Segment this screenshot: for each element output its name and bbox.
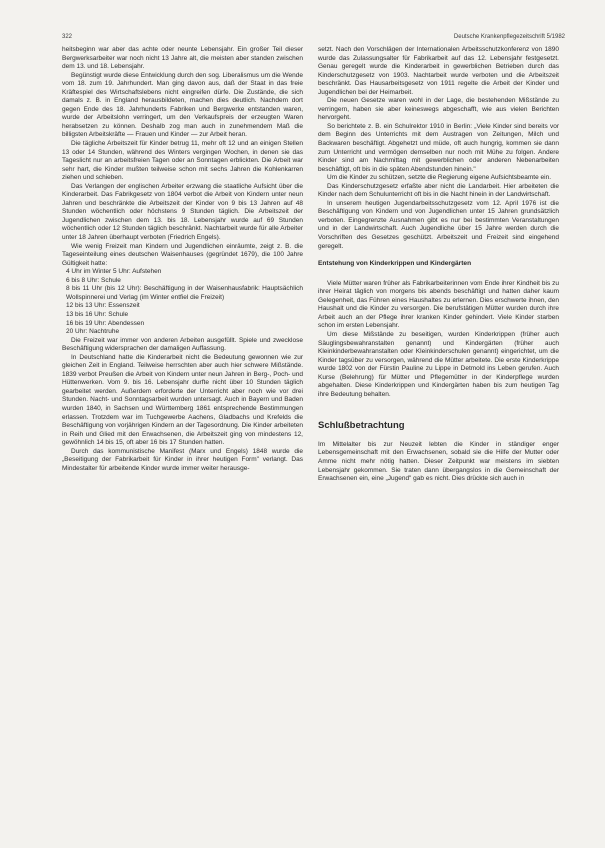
right-column [318, 46, 559, 484]
paragraph: Die Freizeit war immer von anderen Arbeiten ausgefüllt. Spiele und zwecklose Beschäftigung widersprachen der damaligen Auffassung. [62, 336, 303, 353]
paragraph: Wie wenig Freizeit man Kindern und Jugendlichen einräumte, zeigt z. B. die Tageseinteilung eines deutschen Waisenhauses (gegründet 1679), die 100 Jahre Gültigkeit hatte: [62, 242, 303, 267]
paragraph: So berichtete z. B. ein Schulrektor 1910 in Berlin: „Viele Kinder sind bereits vor dem Beginn des Unterrichts mit dem Austragen von Zeitungen, Milch und Backwaren beschäftigt. Abgehetzt und müde, oft auch hungrig, kommen sie dann zum Unterricht und vermögen demselben nur noch mit Mühe zu folgen. Andere Kinder sind am Nachmittag mit gewerblichen oder anderen Nebenarbeiten beschäftigt, oft bis in die späten Abendstunden hinein." [318, 122, 559, 173]
schedule-item: 4 Uhr im Winter 5 Uhr: Aufstehen [66, 268, 162, 276]
paragraph: Die tägliche Arbeitszeit für Kinder betrug 11, mehr oft 12 und an einigen Stellen 13 oder 14 Stunden, während des Winters vergingen Wochen, in denen sie das Tageslicht nur an arbeitsfreien Tagen oder an Sonntagen erblickten. Die Arbeit war sehr hart, die Kinder mußten teilweise schon mit sechs Jahren die Kohlenkarren ziehen und schieben. [62, 140, 303, 182]
section-subheading: Entstehung von Kinderkrippen und Kindergärten [318, 260, 472, 268]
orphanage-schedule [62, 268, 303, 336]
paragraph: heitsbeginn war aber das achte oder neunte Lebensjahr. Ein großer Teil dieser Bergwerksarbeiter war noch nicht 13 Jahre alt, die meisten aber standen zwischen dem 13. und 18. Lebensjahr. [62, 46, 303, 71]
journal-title: Deutsche Krankenpflegezeitschrift 5/1982 [453, 34, 565, 40]
paragraph: setzt. Nach den Vorschlägen der Internationalen Arbeitsschutzkonferenz von 1890 wurde das Zulassungsalter für Fabrikarbeit auf das 12. Lebensjahr festgesetzt. Genau geregelt wurde die Kinderarbeit in gewerblichen Betrieben durch das Kinderschutzgesetz von 1903. Nachtarbeit wurde verboten und die Arbeitszeit beschränkt. Das Hausarbeitsgesetz von 1911 regelte die Arbeit der Kinder und Jugendlichen bei der Heimarbeit. [318, 46, 559, 96]
paragraph: Viele Mütter waren früher als Fabrikarbeiterinnen vom Ende ihrer Kindheit bis zu ihrer Heirat täglich von morgens bis abends beschäftigt und hatten daher kaum Gelegenheit, das Führen eines Haushaltes zu erlernen. Dies erschwerte ihnen, den Haushalt und die Kinder zu versorgen. Die berufstätigen Mütter wurden durch ihre Arbeit auch an der Pflege ihrer kranken Kinder gehindert. Viele Kinder starben schon im ersten Lebensjahr. [318, 279, 559, 330]
schedule-item: 16 bis 19 Uhr: Abendessen [66, 319, 145, 327]
paragraph: Das Verlangen der englischen Arbeiter erzwang die staatliche Aufsicht über die Kinderarbeit. Das Fabrikgesetz von 1804 verbot die Arbeit von Kindern unter neun Jahren und beschränkte die Arbeitszeit der Kinder von 9 bis 13 Jahren auf 48 Stunden wöchentlich oder höchstens 9 Stunden täglich. Die Arbeitszeit der Jugendlichen zwischen dem 13. bis 18. Lebensjahr wurde auf 69 Stunden wöchentlich oder 12 Stunden täglich beschränkt. Nachtarbeit wurde für alle Arbeiter unter 18 Jahren überhaupt verboten (Friedrich Engels). [62, 182, 303, 242]
paragraph: Im Mittelalter bis zur Neuzeit lebten die Kinder in ständiger enger Lebensgemeinschaft mit den Erwachsenen, sobald sie die Hilfe der Mutter oder Amme nicht mehr nötig hatten. Dieser Zeitpunkt war meistens im siebten Lebensjahr gekommen. Sie traten dann übergangslos in die Gemeinschaft der Erwachsenen ein, eine „Jugend" gab es nicht. Dies drückte sich auch in [318, 440, 559, 483]
schedule-item: 12 bis 13 Uhr: Essenszeit [66, 302, 140, 310]
paragraph: Durch das kommunistische Manifest (Marx und Engels) 1848 wurde die „Beseitigung der Fabrikarbeit für Kinder in ihrer heutigen Form" verlangt. Das Mindestalter für arbeitende Kinder wurde immer weiter herausge- [62, 447, 303, 472]
schedule-item: 20 Uhr: Nachtruhe [66, 328, 120, 336]
page-header [62, 31, 565, 43]
page-number: 322 [62, 34, 73, 40]
paragraph: Um diese Mißstände zu beseitigen, wurden Kinderkrippen (früher auch Säuglingsbewahranstalten genannt) und Kindergärten (früher auch Kleinkinderbewahranstalten oder Kleinkinderschulen genannt) eingerichtet, um die Kinder tagsüber zu versorgen, während die Mütter arbeitete. Die erste Kinderkrippe wurde 1802 von der Fürstin Pauline zu Lippe in Detmold ins Leben gerufen. Auch Kurse (Belehrung) für Mütter und Pflegemütter in der Kinderpflege wurden abgehalten. Diese Kinderkrippen und Kindergärten haben bis zum heutigen Tag ihre Bedeutung behalten. [318, 330, 559, 398]
schedule-item: 13 bis 16 Uhr: Schule [66, 310, 129, 318]
paragraph: In unserem heutigen Jugendarbeitsschutzgesetz vom 12. April 1976 ist die Beschäftigung von Kindern und von Jugendlichen unter 15 Jahren grundsätzlich verboten. Eingegrenzte Ausnahmen gibt es nur bei bestimmten Veranstaltungen und in der Landwirtschaft. Auch Jugendliche über 15 Jahre werden durch die Vorschriften des Gesetzes geschützt. Arbeitszeit und Freizeit sind eingehend geregelt. [318, 199, 559, 250]
schedule-item: 8 bis 11 Uhr (bis 12 Uhr): Beschäftigung in der Waisenhausfabrik: Hauptsächlich Wollspinnerei und Verlag (im Winter entfiel die Freizeit) [66, 285, 303, 301]
paragraph: Begünstigt wurde diese Entwicklung durch den sog. Liberalismus um die Wende vom 18. zum 19. Jahrhundert. Man ging davon aus, daß der Staat in das freie Kräftespiel des Wirtschaftslebens nicht eingreifen dürfe. Die Zustände, die sich damals z. B. in England herausbildeten, machen dies deutlich. Nachdem dort gegen Ende des 18. Jahrhunderts Fabriken und Bergwerke entstanden waren, wurde der Arbeitslohn verringert, um den Verkaufspreis der erzeugten Waren herabsetzen zu können. Deshalb zog man auch in zunehmendem Maß die billigsten Arbeitskräfte — Frauen und Kinder — zur Arbeit heran. [62, 71, 303, 139]
left-column [62, 46, 303, 473]
paragraph: Das Kinderschutzgesetz erfaßte aber nicht die Landarbeit. Hier arbeiteten die Kinder nach dem Schulunterricht oft bis in die Nacht hinein in der Landwirtschaft. [318, 182, 559, 199]
section-heading: Schlußbetrachtung [318, 420, 405, 432]
schedule-item: 6 bis 8 Uhr: Schule [66, 276, 121, 284]
paragraph: In Deutschland hatte die Kinderarbeit nicht die Bedeutung gewonnen wie zur gleichen Zeit in England. Teilweise herrschten aber auch hier schwere Mißstände. 1839 verbot Preußen die Arbeit von Kindern unter neun Jahren in Berg-, Poch- und Hüttenwerken. Vom 9. bis 16. Lebensjahr durfte nicht über 10 Stunden täglich gearbeitet werden. Außerdem erforderte der Unterricht aber noch wie vor drei Stunden. Nacht- und Sonntagsarbeit wurden untersagt. Auch in Bayern und Baden wurden 1840, in Sachsen und Württemberg 1861 entsprechende Bestimmungen erlassen. Trotzdem war im Tuchgewerbe Aachens, Gladbachs und Krefelds die Beschäftigung von vorjährigen Kindern an der Tagesordnung. Die Kinder arbeiteten in Reih und Glied mit den Erwachsenen, die Arbeitszeit ging von mindestens 12, gewöhnlich 14 bis 15, oft aber 16 bis 17 Stunden hatten. [62, 353, 303, 447]
paragraph: Um die Kinder zu schützen, setzte die Regierung eigene Aufsichtsbeamte ein. [327, 174, 552, 182]
paragraph: Die neuen Gesetze waren wohl in der Lage, die bestehenden Mißstände zu verringern, haben sie aber keineswegs abgeschafft, wie aus vielen Berichten hervorgeht. [318, 97, 559, 122]
